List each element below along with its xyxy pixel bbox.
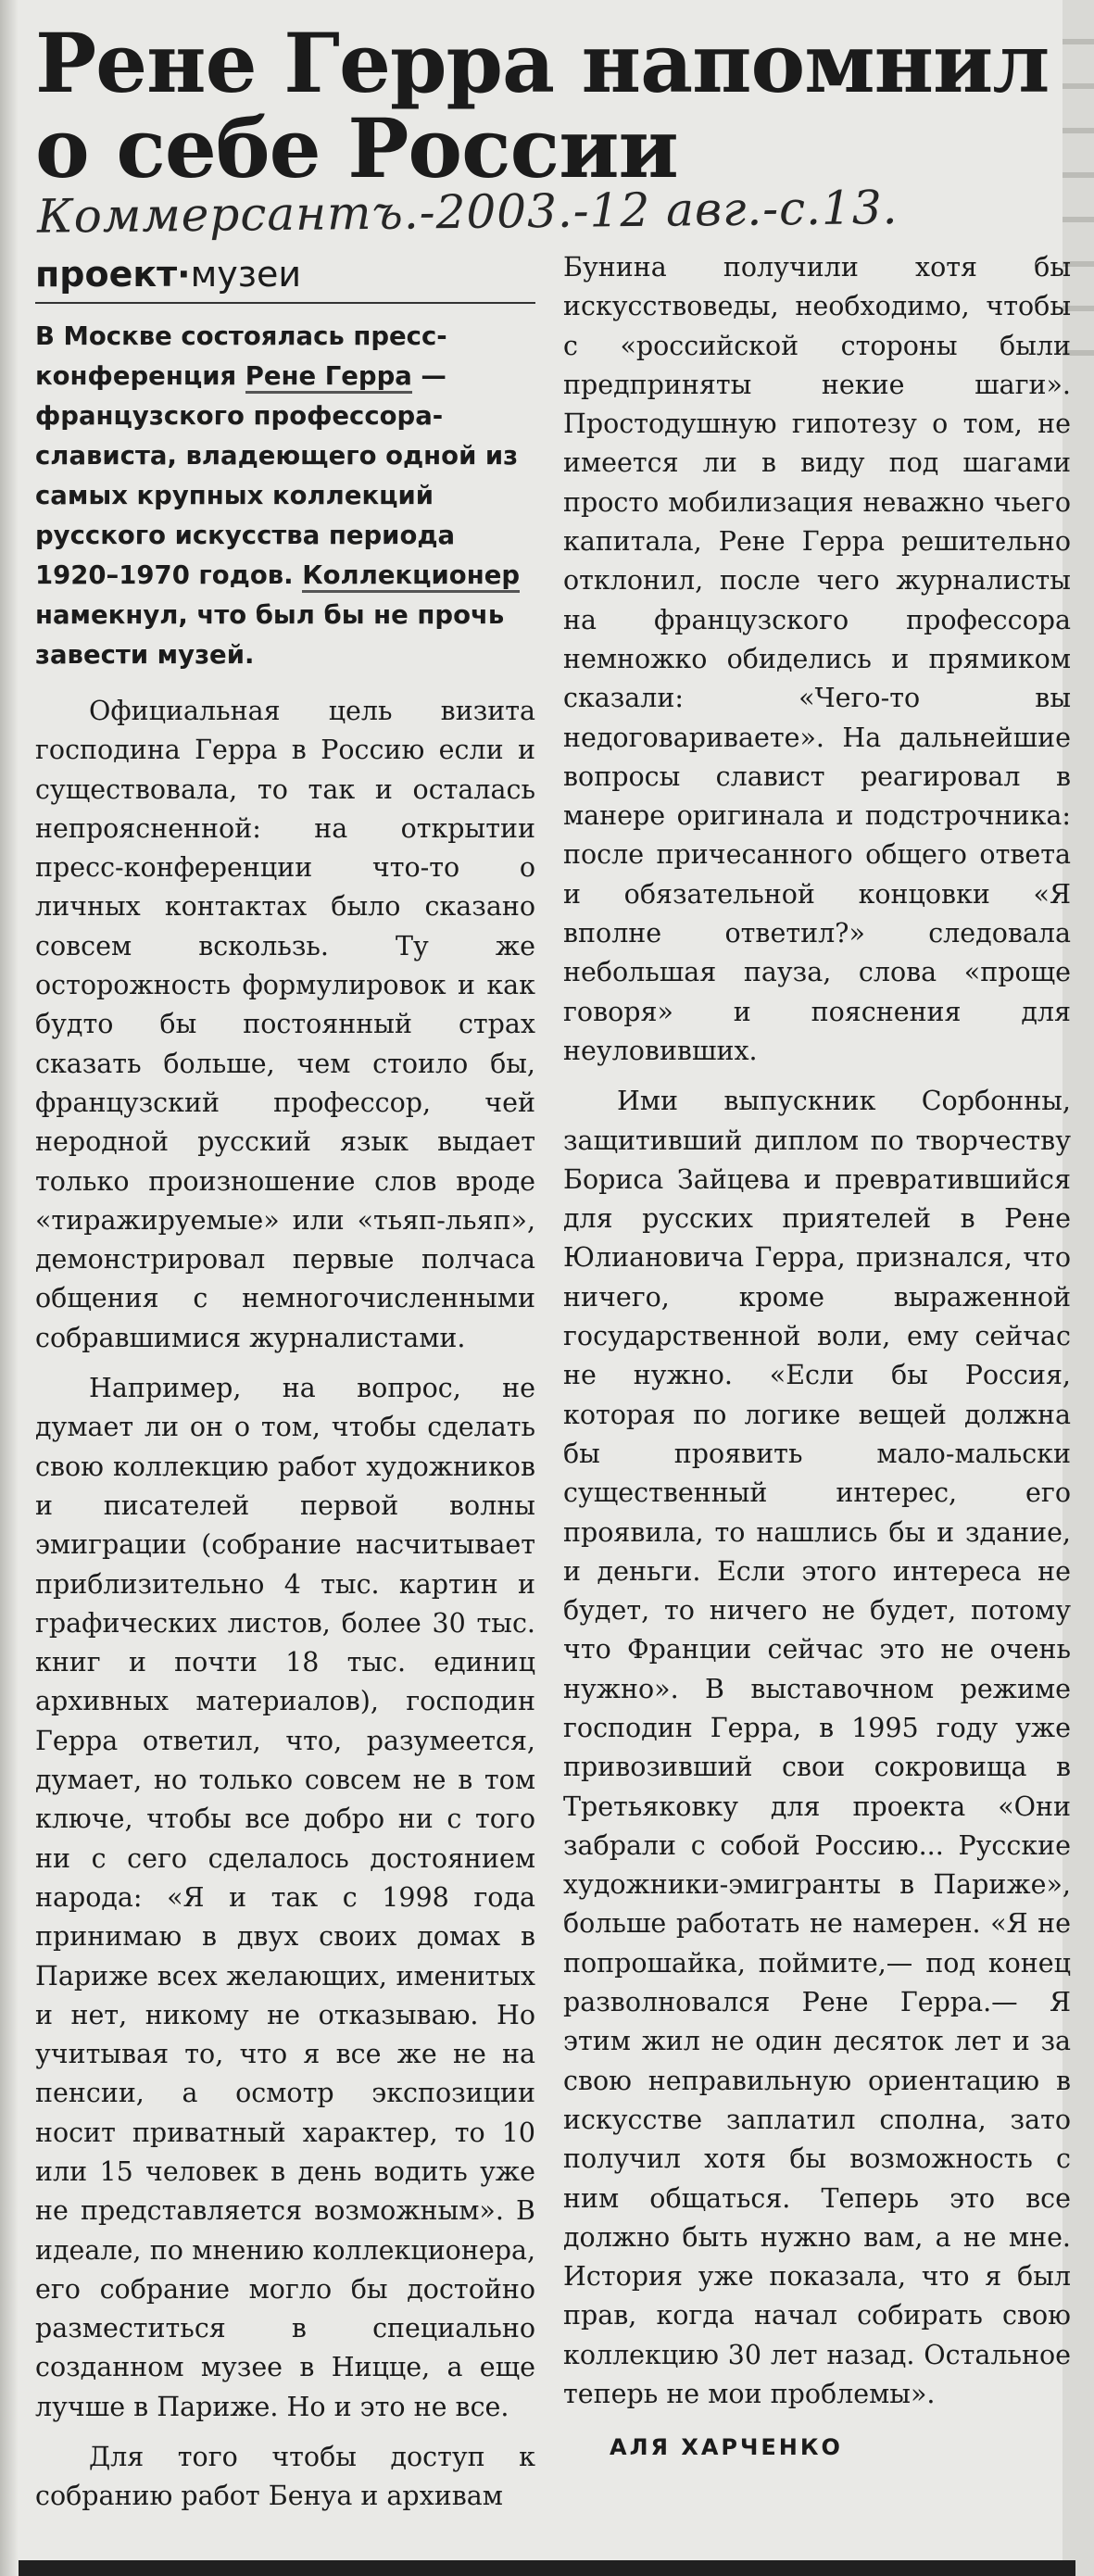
rubric <box>35 252 535 304</box>
handwritten-source-note: Коммерсантъ.-2003.-12 авг.-с.13. <box>36 181 899 244</box>
paragraph-left-1: Официальная цель визита господина Герра в Россию если и существовала, то так и осталась непроясненной: на открытии пресс-конференции что-то о личных контактах было сказано совсем вскользь. Ту же осторожность формулировок и как будто бы постоянный страх сказать больше, чем стоило бы, французский профессор, чей неродной русский язык выдает только произношение слов вроде «тиражируемые» или «тьяп-льяп», демонстрировал первые полчаса общения с немногочисленными собравшимися журналистами. <box>35 696 535 1353</box>
rubric-topic: музеи <box>190 254 302 295</box>
lead-collector-underlined: Коллекционер <box>302 560 520 593</box>
lead-part-2: — французского профессора-слависта, владеющего одной из самых крупных коллекций русского искусства периода 1920–1970 годов. <box>35 361 519 590</box>
lead-part-1: В Москве состоялась пресс-конференция <box>35 321 447 391</box>
article-author: АЛЯ ХАРЧЕНКО <box>610 2434 843 2461</box>
left-column <box>35 252 535 2517</box>
lead-name-underlined: Рене Герра <box>245 361 412 394</box>
paragraph-right-1: Бунина получили хотя бы искусствоведы, необходимо, чтобы с «российской стороны были предприняты некие шаги». Простодушную гипотезу о том, не имеется ли в виду под шагами просто мобилизация неважно чьего капитала, Рене Герра решительно отклонил, после чего журналисты на французского профессора немножко обиделись и прямиком сказали: «Чего-то вы недоговариваете». На дальнейшие вопросы славист реагировал в манере оригинала и подстрочника: после причесанного общего ответа и обязательной концовки «Я вполне ответил?» следовала небольшая пауза, слова «проще говоря» и пояснения для неуловивших. <box>563 252 1071 1066</box>
article-lead <box>35 317 535 675</box>
paragraph-right-2: Ими выпускник Сорбонны, защитивший диплом по творчеству Бориса Зайцева и превратившийся для русских приятелей в Рене Юлиановича Герра, признался, что ничего, кроме выраженной государственной воли, ему сейчас не нужно. «Если бы Россия, которая по логике вещей должна бы проявить мало-мальски существенный интерес, его проявила, то нашлись бы и здание, и деньги. Если этого интереса не будет, то ничего не будет, потому что Франции сейчас это не очень нужно». В выставочном режиме господин Герра, в 1995 году уже привозивший свои сокровища в Третьяковку для проекта «Они забрали с собой Россию... Русские художники-эмигранты в Париже», больше работать не намерен. «Я не попрошайка, поймите,— под конец разволновался Рене Герра.— Я этим жил не один десяток лет и за свою неправильную ориентацию в искусстве заплатил сполна, зато получил хотя бы возможность с ним общаться. Теперь это все должно быть нужно вам, а не мне. История уже показала, что я был прав, когда начал собирать свою коллекцию 30 лет назад. Остальное теперь не мои проблемы». <box>563 1086 1071 2410</box>
right-column <box>563 248 1071 2460</box>
paragraph-left-3: Для того чтобы доступ к собранию работ Бенуа и архивам <box>35 2442 535 2512</box>
paragraph-left-2: Например, на вопрос, не думает ли он о том, чтобы сделать свою коллекцию работ художников и писателей первой волны эмиграции (собрание насчитывает приблизительно 4 тыс. картин и графических листов, более 30 тыс. книг и почти 18 тыс. единиц архивных материалов), господин Герра ответил, что, разумеется, думает, но только совсем не в том ключе, чтобы все добро ни с того ни с сего сделалось достоянием народа: «Я и так с 1998 года принимаю в двух своих домах в Париже всех желающих, именитых и нет, никому не отказываю. Но учитывая то, что я все же не на пенсии, а осмотр экспозиции носит приватный характер, то 10 или 15 человек в день водить уже не представляется возможным». В идеале, по мнению коллекционера, его собрание могло бы достойно разместиться в специально созданном музее в Ницце, а еще лучше в Париже. Но и это не все. <box>35 1373 535 2422</box>
bottom-rule <box>19 2560 1075 2576</box>
rubric-separator: · <box>177 254 191 295</box>
lead-part-3: намекнул, что был бы не прочь завести музей. <box>35 600 505 670</box>
rubric-label: проект <box>35 254 178 295</box>
article-headline: Рене Герра напомнил о себе России <box>35 15 1050 196</box>
left-page-edge <box>0 0 19 2576</box>
